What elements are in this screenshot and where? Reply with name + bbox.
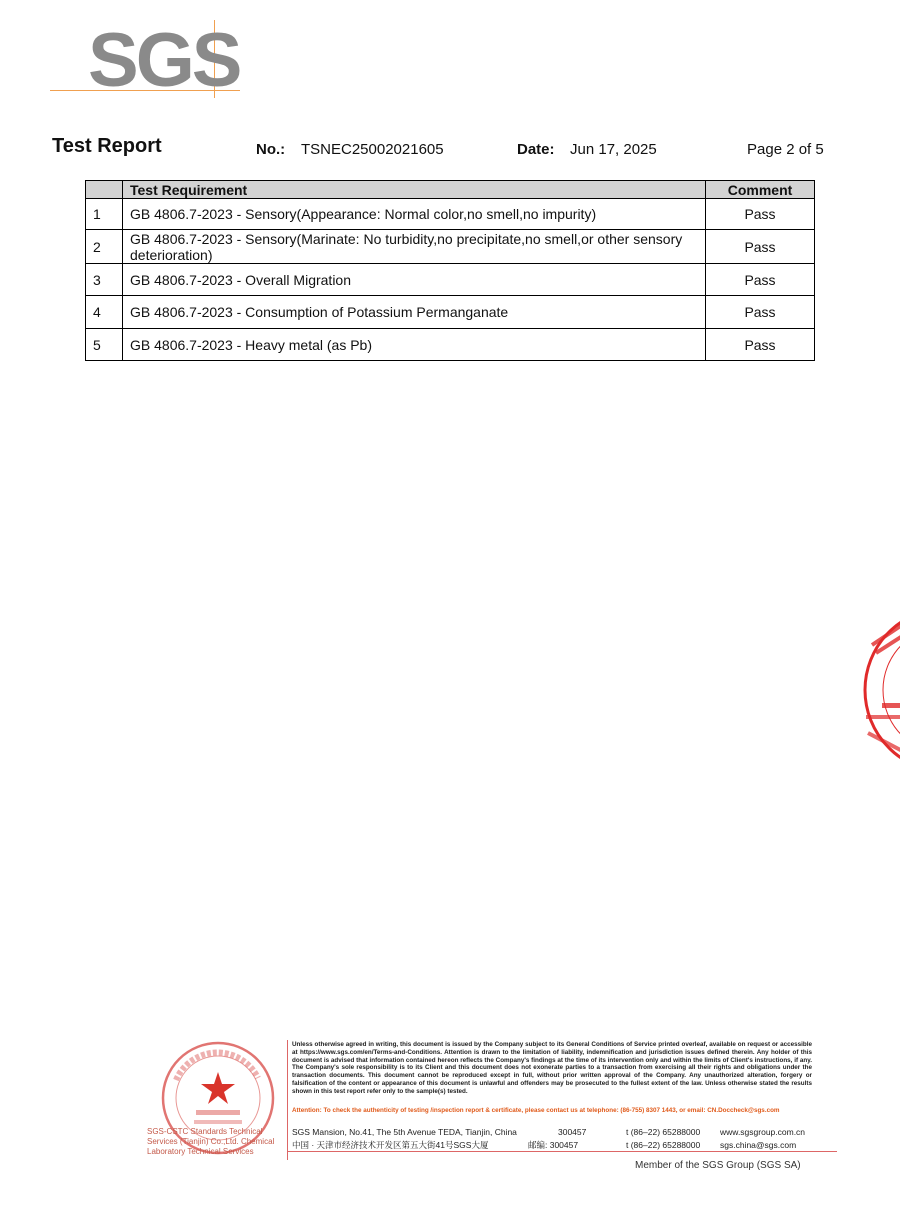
table-row bbox=[86, 264, 815, 296]
row-number: 5 bbox=[86, 329, 123, 361]
website: www.sgsgroup.com.cn bbox=[720, 1127, 806, 1137]
row-number: 1 bbox=[86, 199, 123, 230]
row-comment: Pass bbox=[706, 199, 815, 230]
table-header-row bbox=[86, 181, 815, 199]
table-row bbox=[86, 230, 815, 264]
report-number-label: No.: bbox=[256, 141, 286, 158]
address-chinese: 中国 · 天津市经济技术开发区第五大街41号SGS大厦 bbox=[292, 1140, 489, 1150]
table-row bbox=[86, 199, 815, 230]
page-number: Page 2 of 5 bbox=[747, 141, 824, 158]
row-requirement: GB 4806.7-2023 - Heavy metal (as Pb) bbox=[123, 329, 706, 361]
footer-vertical-divider bbox=[287, 1040, 288, 1160]
test-results-table bbox=[85, 180, 815, 361]
row-requirement: GB 4806.7-2023 - Overall Migration bbox=[123, 264, 706, 296]
date-label: Date: bbox=[517, 141, 555, 158]
table-row bbox=[86, 329, 815, 361]
row-comment: Pass bbox=[706, 296, 815, 329]
row-requirement: GB 4806.7-2023 - Sensory(Marinate: No turbidity,no precipitate,no smell,or other sensory deterioration) bbox=[123, 230, 706, 264]
row-comment: Pass bbox=[706, 264, 815, 296]
report-number: TSNEC25002021605 bbox=[301, 141, 444, 158]
postcode-english: 300457 bbox=[558, 1127, 587, 1137]
email: sgs.china@sgs.com bbox=[720, 1140, 797, 1150]
member-statement: Member of the SGS Group (SGS SA) bbox=[635, 1160, 801, 1171]
header-test-requirement: Test Requirement bbox=[123, 181, 706, 199]
row-comment: Pass bbox=[706, 329, 815, 361]
header-number bbox=[86, 181, 123, 199]
postcode-chinese: 邮编: 300457 bbox=[528, 1140, 579, 1150]
row-number: 2 bbox=[86, 230, 123, 264]
seal-caption: SGS-CSTC Standards Technical Services (Tianjin) Co.,Ltd. Chemical Laboratory Technical Services bbox=[147, 1127, 275, 1156]
telephone-2: t (86–22) 65288000 bbox=[626, 1140, 701, 1150]
row-comment: Pass bbox=[706, 230, 815, 264]
footer-horizontal-divider bbox=[287, 1151, 837, 1152]
report-title: Test Report bbox=[52, 135, 162, 157]
table-row bbox=[86, 296, 815, 329]
row-number: 3 bbox=[86, 264, 123, 296]
logo-text: SGS bbox=[88, 18, 240, 103]
row-requirement: GB 4806.7-2023 - Sensory(Appearance: Normal color,no smell,no impurity) bbox=[123, 199, 706, 230]
footer-terms-text: Unless otherwise agreed in writing, this document is issued by the Company subject to its General Conditions of Service printed overleaf, available on request or accessible at https://www.sgs.com/en/Terms-and-Conditions. Attention is drawn to the limitation of liability, indemnification and jurisdiction issues defined therein. Any holder of this document is advised that information contained hereon reflects the Company's findings at the time of its intervention only and within the limits of Client's instructions, if any. The Company's sole responsibility is to its Client and this document does not exonerate parties to a transaction from exercising all their rights and obligations under the transaction documents. This document cannot be reproduced except in full, without prior written approval of the Company. Any unauthorized alteration, forgery or falsification of the content or appearance of this document is unlawful and offenders may be prosecuted to the fullest extent of the law. Unless otherwise stated the results shown in this test report refer only to the sample(s) tested. bbox=[292, 1041, 812, 1095]
address-english: SGS Mansion, No.41, The 5th Avenue TEDA, Tianjin, China bbox=[292, 1127, 517, 1137]
header-comment: Comment bbox=[706, 181, 815, 199]
telephone: t (86–22) 65288000 bbox=[626, 1127, 701, 1137]
sgs-logo bbox=[50, 18, 245, 103]
row-requirement: GB 4806.7-2023 - Consumption of Potassium Permanganate bbox=[123, 296, 706, 329]
row-number: 4 bbox=[86, 296, 123, 329]
footer-attention-text: Attention: To check the authenticity of testing /inspection report & certificate, please contact us at telephone: (86-755) 8307 1443, or email: CN.Doccheck@sgs.com bbox=[292, 1107, 780, 1114]
side-inspection-stamp bbox=[862, 605, 900, 775]
report-date: Jun 17, 2025 bbox=[570, 141, 657, 158]
